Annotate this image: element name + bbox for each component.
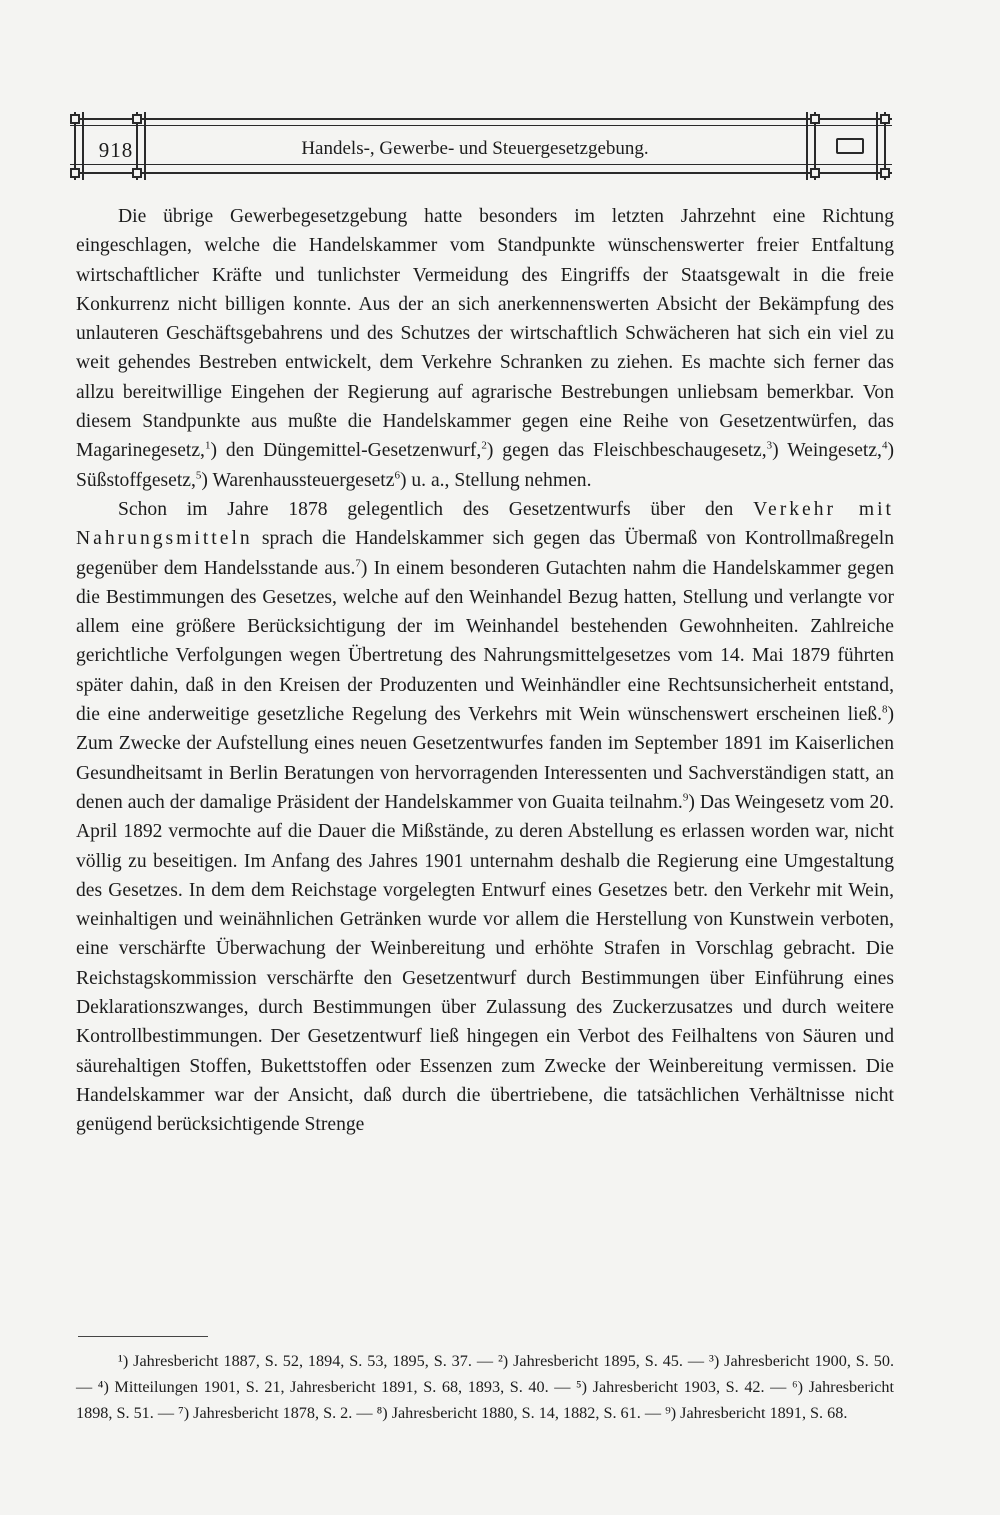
frame-line [70,172,892,174]
text-run: Die übrige Gewerbegesetzgebung hatte besonders im letzten Jahrzehnt eine Richtung eingeschlagen, welche die Handelskammer vom Standpunkte wünschenswerter freier Entfaltung wirtschaftlicher Kräfte und tunlichster Vermeidung des Eingriffs der Staatsgewalt in die freie Konkurrenz nicht billigen konnte. Aus der an sich anerkennenswerten Absicht der Bekämpfung des unlauteren Geschäftsgebahrens und des Schutzes der wirtschaftlich Schwächeren hat sich ein viel zu weit gehendes Bestreben entwickelt, dem Verkehre Schranken zu ziehen. Es machte sich ferner das allzu bereitwillige Eingehen der Regierung auf agrarische Bestrebungen unliebsam bemerkbar. Von diesem Standpunkte aus mußte die Handelskammer gegen eine Reihe von Gesetzentwürfen, das Magarinegesetz, [76,206,894,462]
frame-post [144,112,146,180]
footnote-ref: 8 [881,703,888,716]
text-run: ) Süßstoffgesetz, [76,440,894,491]
frame-post [876,112,878,180]
frame-post [806,112,808,180]
frame-knob-icon [810,168,820,178]
footnote: ⁴) Mitteilungen 1901, S. 21, Jahresbericht 1891, S. 68, 1893, S. 40. — [97,1378,571,1396]
footnote-ref: 5 [195,469,202,482]
frame-knob-icon [132,114,142,124]
footnotes [76,1348,894,1426]
frame-line [70,118,892,120]
page-number: 918 [98,138,134,162]
running-title: Handels-, Gewerbe- und Steuergesetzgebung. [301,138,649,159]
text-run: ) In einem besonderen Gutachten nahm die Handelskammer gegen die Bestimmungen des Gesetzes, welche auf den Weinhandel Bezug hatten, Stellung und verlangte vor allem eine größere Berücksichtigung der im Weinhandel bestehenden Gewohnheiten. Zahlreiche gerichtliche Verfolgungen wegen Übertretung des Nahrungsmittelgesetzes vom 14. Mai 1879 führten später dahin, daß in den Kreisen der Produzenten und Weinhändler eine Rechtsunsicherheit entstand, die eine anderweitige gesetzliche Regelung des Verkehrs mit Wein wünschenswert erscheinen ließ. [76,557,894,726]
footnote: ³) Jahresbericht 1900, S. 50. — [76,1352,894,1396]
text-run: ) u. a., Stellung nehmen. [399,469,592,491]
footnote: ⁸) Jahresbericht 1880, S. 14, 1882, S. 61. — [376,1404,662,1422]
ornament-rectangle-icon [836,138,864,154]
text-run: ) Warenhaussteuergesetz [201,469,395,491]
footnote-divider [78,1336,208,1337]
frame-post [82,112,84,180]
footnote-ref: 9 [682,791,689,804]
footnote-ref: 1 [204,439,211,452]
page-header-frame [70,112,892,180]
text-run: ) Zum Zwecke der Aufstellung eines neuen Gesetzentwurfes fanden im September 1891 im Kaiserlichen Gesundheitsamt in Berlin Beratungen von hervorragenden Interessenten und Sachverständigen statt, an denen auch der damalige Präsident der Handelskammer von Guaita teilnahm. [76,704,894,813]
frame-knob-icon [70,114,80,124]
footnote-ref: 7 [355,557,361,570]
text-run: Schon im Jahre 1878 gelegentlich des Gesetzentwurfs über den [118,498,734,520]
text-run: ) gegen das Fleischbeschaugesetz, [486,440,767,462]
spaced-emphasis: Verkehr mit Nahrungsmitteln [76,498,894,550]
text-run: ) Weingesetz, [772,440,882,462]
frame-knob-icon [880,114,890,124]
footnote-ref: 4 [881,439,888,452]
footnote: ⁷) Jahresbericht 1878, S. 2. — [178,1404,373,1422]
footnote: ⁵) Jahresbericht 1903, S. 42. — [576,1378,787,1396]
frame-knob-icon [132,168,142,178]
main-text [76,202,894,1140]
frame-line [70,125,892,126]
frame-knob-icon [70,168,80,178]
footnote: ⁶) Jahresbericht 1898, S. 51. — [76,1378,895,1422]
footnote-ref: 3 [766,439,773,452]
paragraph [76,202,894,495]
footnote-ref: 2 [481,439,487,452]
frame-line [70,164,892,165]
paragraph [76,495,894,1140]
text-run: sprach die Handelskammer sich gegen das Übermaß von Kontrollmaßregeln gegenüber dem Handelsstande aus. [76,528,894,579]
frame-knob-icon [880,168,890,178]
footnote: ²) Jahresbericht 1895, S. 45. — [497,1352,705,1370]
footnote-block [76,1348,894,1426]
footnote-ref: 6 [394,469,400,482]
frame-knob-icon [810,114,820,124]
text-run: ) den Düngemittel-Gesetzenwurf, [210,440,482,462]
footnote: ¹) Jahresbericht 1887, S. 52, 1894, S. 53, 1895, S. 37. — [118,1352,494,1370]
text-run: ) Das Weingesetz vom 20. April 1892 vermochte auf die Dauer die Mißstände, zu deren Abstellung es erlassen worden war, nicht völlig zu beseitigen. Im Anfang des Jahres 1901 unternahm deshalb die Regierung eine Umgestaltung des Gesetzes. In dem dem Reichstage vorgelegten Entwurf eines Gesetzes betr. den Verkehr mit Wein, weinhaltigen und weinähnlichen Getränken wurde vor allem die Herstellung von Kunstwein verboten, eine verschärfte Überwachung der Weinbereitung und erhöhte Strafen in Vorschlag gebracht. Die Reichstagskommission verschärfte den Gesetzentwurf durch Bestimmungen über Einführung eines Deklarationszwanges, durch Bestimmungen über Zulassung des Zuckerzusatzes und durch weitere Kontrollbestimmungen. Der Gesetzentwurf ließ hingegen ein Verbot des Feilhaltens von Säuren und säurehaltigen Stoffen, Bukettstoffen oder Essenzen zum Zwecke der Weinbereitung vermissen. Die Handelskammer war der Ansicht, daß durch die übertriebene, die tatsächlichen Verhältnisse nicht genügend berücksichtigende Strenge [76,791,894,1136]
footnote: ⁹) Jahresbericht 1891, S. 68. [665,1404,848,1422]
